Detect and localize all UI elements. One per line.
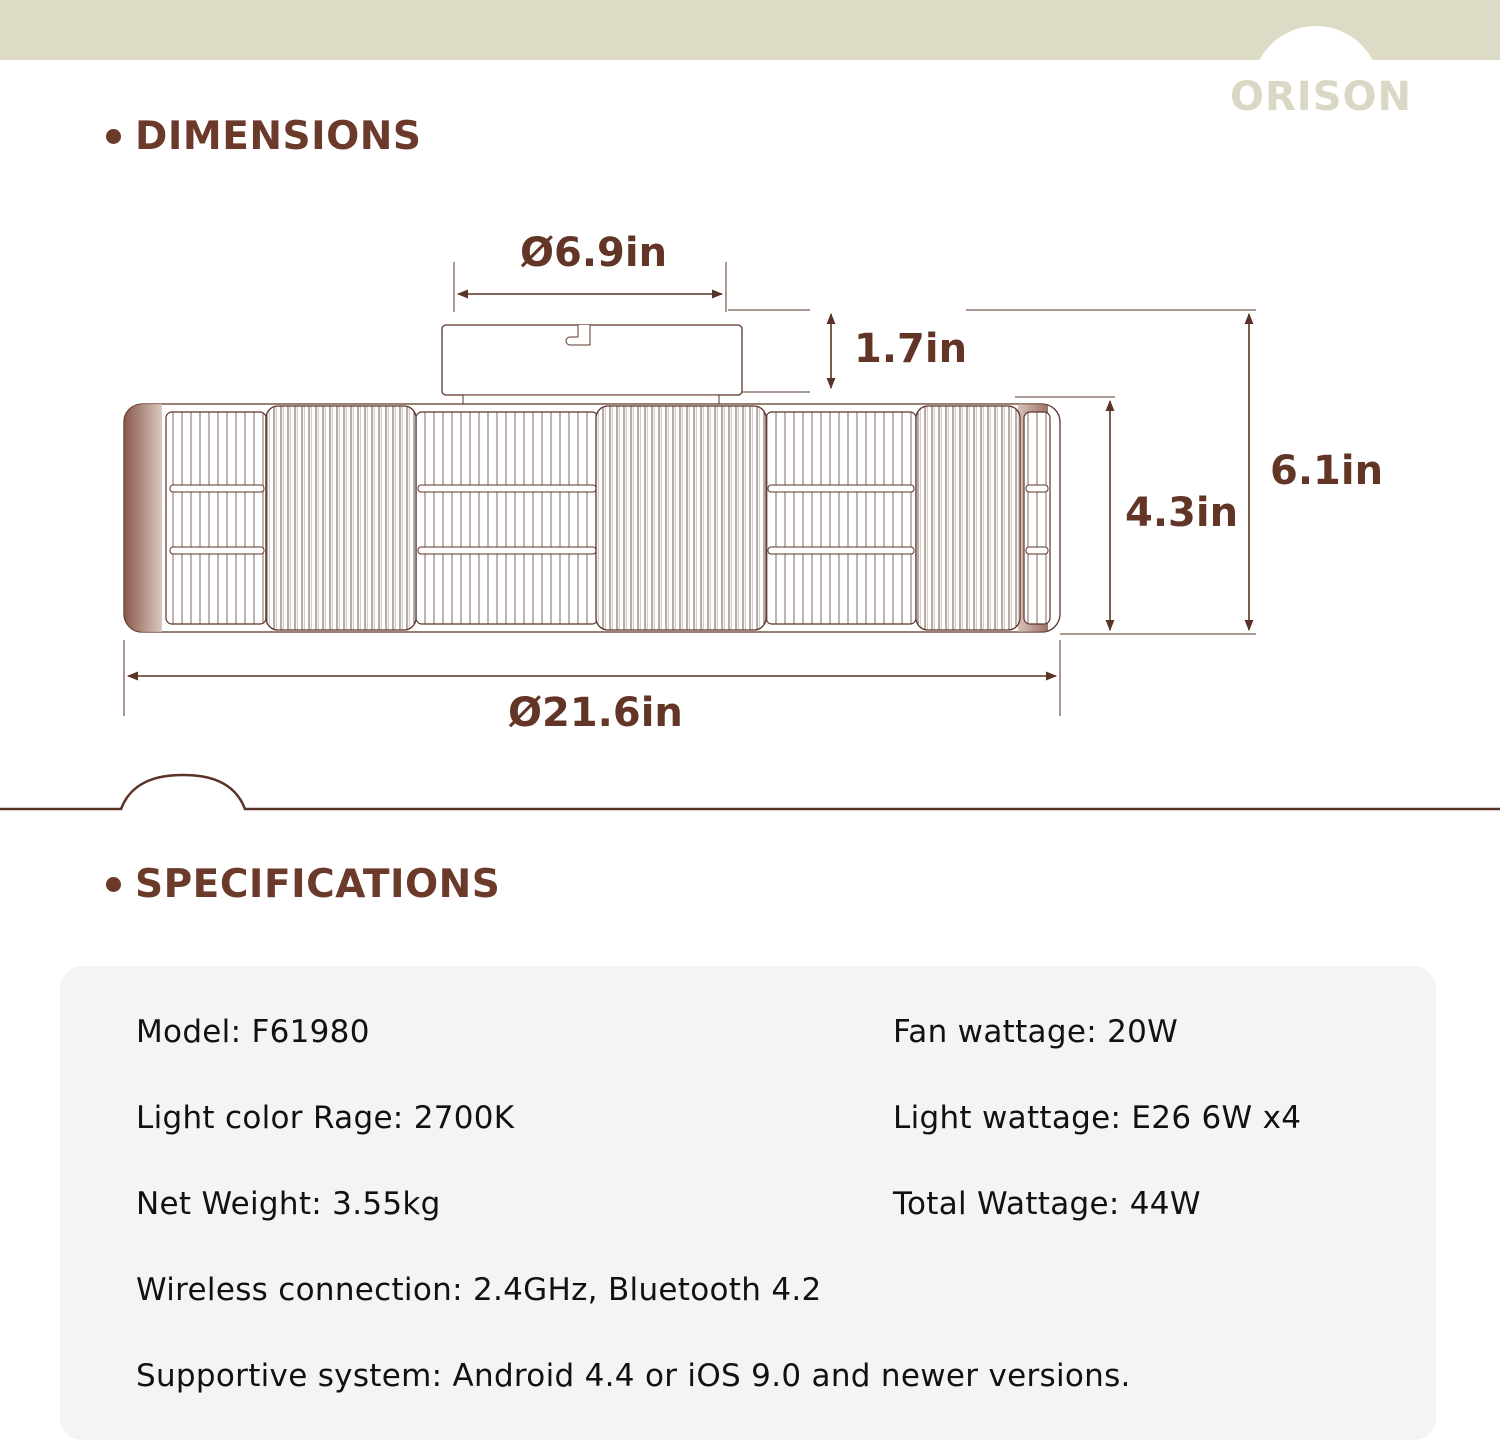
spec-net-weight: Net Weight: 3.55kg xyxy=(136,1186,441,1222)
spec-supportive-system: Supportive system: Android 4.4 or iOS 9.0 and newer versions. xyxy=(136,1358,1131,1394)
canopy-height-label: 1.7in xyxy=(854,326,968,372)
fan-diameter-label: Ø21.6in xyxy=(508,690,683,736)
spec-fan-wattage: Fan wattage: 20W xyxy=(893,1014,1179,1050)
body-height-label: 4.3in xyxy=(1125,490,1239,536)
spec-wireless: Wireless connection: 2.4GHz, Bluetooth 4.2 xyxy=(136,1272,822,1308)
total-height-label: 6.1in xyxy=(1270,448,1384,494)
dimensions-heading-text: DIMENSIONS xyxy=(135,114,422,159)
spec-light-wattage: Light wattage: E26 6W x4 xyxy=(893,1100,1302,1136)
spec-light-color: Light color Rage: 2700K xyxy=(136,1100,515,1136)
spec-total-wattage: Total Wattage: 44W xyxy=(893,1186,1201,1222)
section-divider xyxy=(0,760,1500,820)
brand-logo: ORISON xyxy=(1230,74,1412,120)
bullet-icon xyxy=(106,877,121,892)
canopy-diameter-label: Ø6.9in xyxy=(520,230,668,276)
specifications-heading-text: SPECIFICATIONS xyxy=(135,862,501,907)
specifications-heading xyxy=(106,862,500,907)
spec-model: Model: F61980 xyxy=(136,1014,370,1050)
